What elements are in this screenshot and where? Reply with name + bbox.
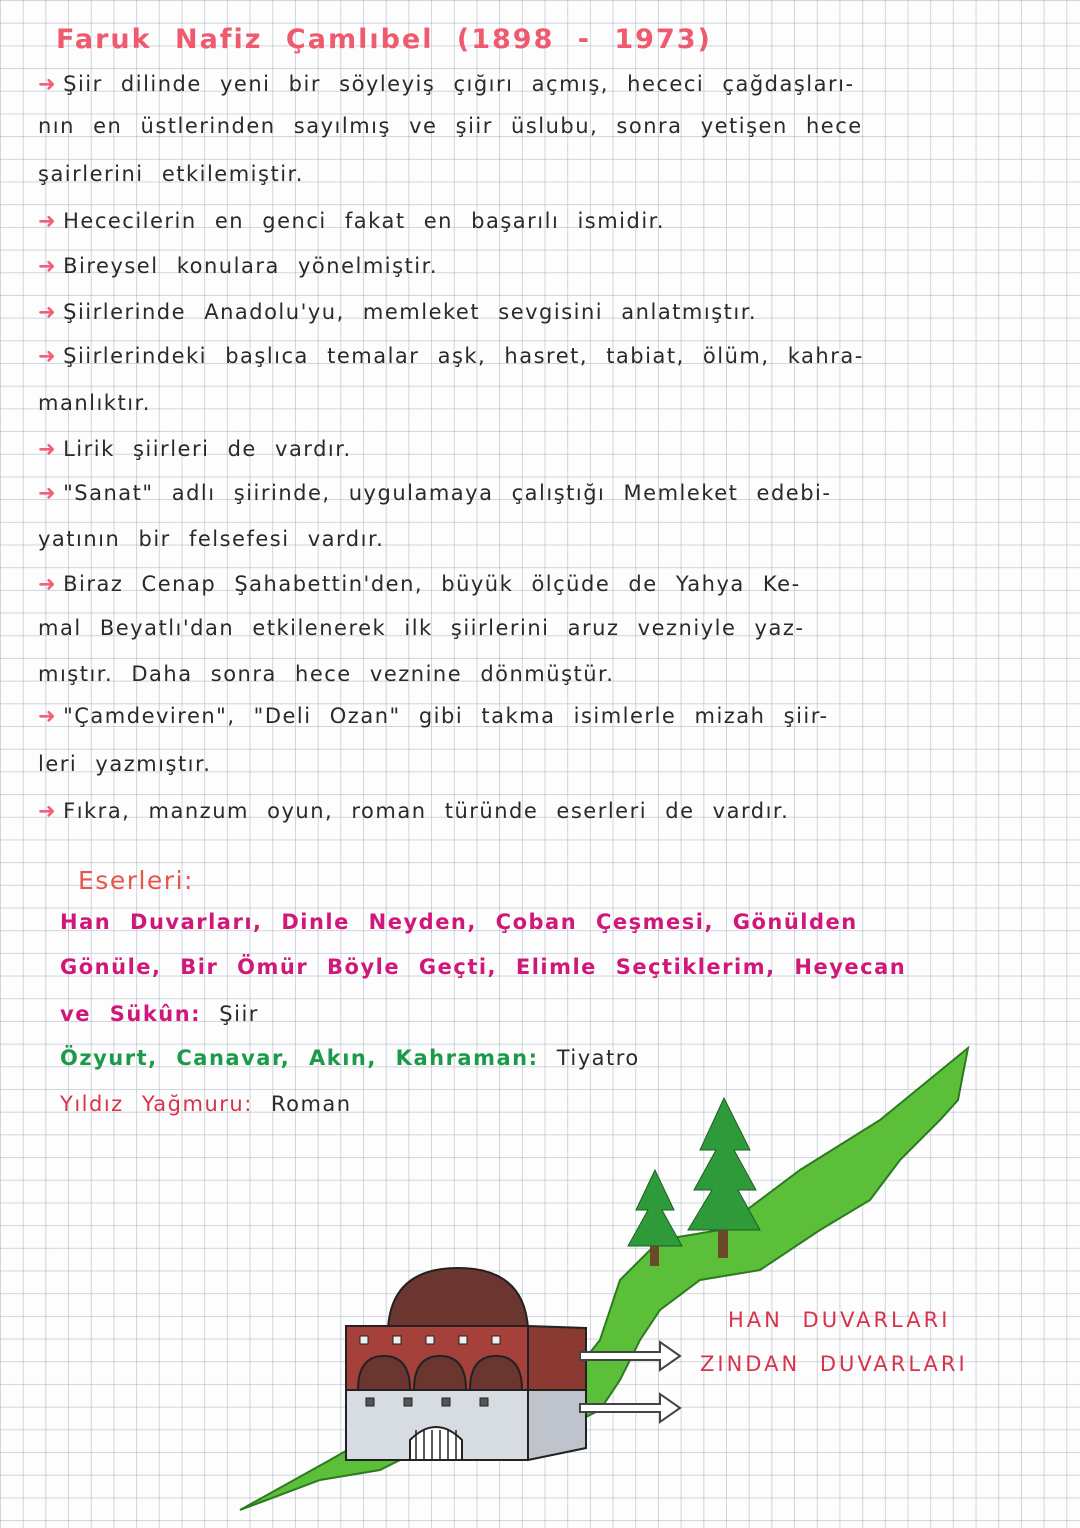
- window: [393, 1336, 401, 1344]
- note-line: [38, 662, 614, 686]
- arrow-right-icon: ➜: [38, 72, 58, 96]
- arrow-right-icon: ➜: [38, 254, 58, 278]
- note-text: Lirik şiirleri de vardır.: [63, 437, 352, 461]
- note-line: [38, 437, 352, 461]
- label-zindan-duvarlari: ZINDAN DUVARLARI: [700, 1352, 968, 1376]
- note-text: yatının bir felsefesi vardır.: [38, 527, 385, 551]
- dome: [388, 1268, 528, 1328]
- note-line: [38, 527, 384, 551]
- label-han-duvarlari: HAN DUVARLARI: [728, 1308, 951, 1332]
- works-heading: Eserleri:: [78, 866, 194, 895]
- page-title: Faruk Nafiz Çamlıbel (1898 - 1973): [56, 24, 712, 55]
- theatre-titles: Özyurt, Canavar, Akın, Kahraman:: [60, 1046, 539, 1070]
- note-line: [38, 752, 211, 776]
- dungeon-window: [480, 1398, 488, 1406]
- note-line: [38, 704, 829, 728]
- note-text: "Çamdeviren", "Deli Ozan" gibi takma isimlerle mizah şiir-: [63, 704, 829, 728]
- note-text: "Sanat" adlı şiirinde, uygulamaya çalıştığı Memleket edebi-: [63, 481, 832, 505]
- novel-titles: Yıldız Yağmuru:: [60, 1092, 253, 1116]
- arrow-right-icon: ➜: [38, 799, 58, 823]
- note-line: [38, 391, 151, 415]
- note-text: Bireysel konulara yönelmiştir.: [63, 254, 439, 278]
- note-text: mıştır. Daha sonra hece veznine dönmüştür.: [38, 662, 615, 686]
- note-text: şairlerini etkilemiştir.: [38, 162, 304, 186]
- note-text: manlıktır.: [38, 391, 151, 415]
- dungeon-window: [442, 1398, 450, 1406]
- note-text: Şiirlerindeki başlıca temalar aşk, hasret, tabiat, ölüm, kahra-: [63, 344, 864, 368]
- poetry-works-line-2: Gönüle, Bir Ömür Böyle Geçti, Elimle Seçtiklerim, Heyecan: [60, 955, 907, 979]
- window: [426, 1336, 434, 1344]
- note-line: [38, 344, 864, 368]
- note-line: [38, 799, 789, 823]
- window: [360, 1336, 368, 1344]
- han-illustration: [0, 1040, 1080, 1528]
- note-line: [38, 114, 863, 138]
- note-line: [38, 481, 831, 505]
- note-text: nın en üstlerinden sayılmış ve şiir üslubu, sonra yetişen hece: [38, 114, 863, 138]
- note-text: Biraz Cenap Şahabettin'den, büyük ölçüde de Yahya Ke-: [63, 572, 801, 596]
- note-text: Hececilerin en genci fakat en başarılı ismidir.: [63, 209, 666, 233]
- dungeon-window: [366, 1398, 374, 1406]
- arrow-right-icon: ➜: [38, 209, 58, 233]
- arrow-right-icon: ➜: [38, 704, 58, 728]
- note-line: [38, 616, 804, 640]
- note-text: Şiir dilinde yeni bir söyleyiş çığırı açmış, hececi çağdaşları-: [63, 72, 855, 96]
- arrow-right-icon: ➜: [38, 344, 58, 368]
- arrow-right-icon: ➜: [38, 437, 58, 461]
- note-text: Fıkra, manzum oyun, roman türünde eserleri de vardır.: [63, 799, 790, 823]
- note-text: mal Beyatlı'dan etkilenerek ilk şiirlerini aruz vezniyle yaz-: [38, 616, 805, 640]
- note-text: leri yazmıştır.: [38, 752, 212, 776]
- poetry-genre: Şiir: [219, 1002, 259, 1026]
- note-line: [38, 300, 757, 324]
- note-line: [38, 572, 801, 596]
- window: [492, 1336, 500, 1344]
- note-line: [38, 254, 438, 278]
- theatre-genre: Tiyatro: [556, 1046, 640, 1070]
- arrow-right-icon: ➜: [38, 572, 58, 596]
- note-line: [38, 209, 665, 233]
- side-brick-wall: [528, 1326, 586, 1390]
- window: [459, 1336, 467, 1344]
- arrow-right-icon: ➜: [38, 481, 58, 505]
- note-line: [38, 72, 855, 96]
- poetry-works-end: ve Sükûn:: [60, 1002, 202, 1026]
- note-text: Şiirlerinde Anadolu'yu, memleket sevgisini anlatmıştır.: [63, 300, 758, 324]
- dungeon-window: [404, 1398, 412, 1406]
- novel-genre: Roman: [270, 1092, 352, 1116]
- side-stone-wall: [528, 1390, 586, 1460]
- note-line: [38, 162, 304, 186]
- arrow-right-icon: ➜: [38, 300, 58, 324]
- poetry-works-line-3: [60, 1002, 259, 1026]
- poetry-works-line-1: Han Duvarları, Dinle Neyden, Çoban Çeşmesi, Gönülden: [60, 910, 858, 934]
